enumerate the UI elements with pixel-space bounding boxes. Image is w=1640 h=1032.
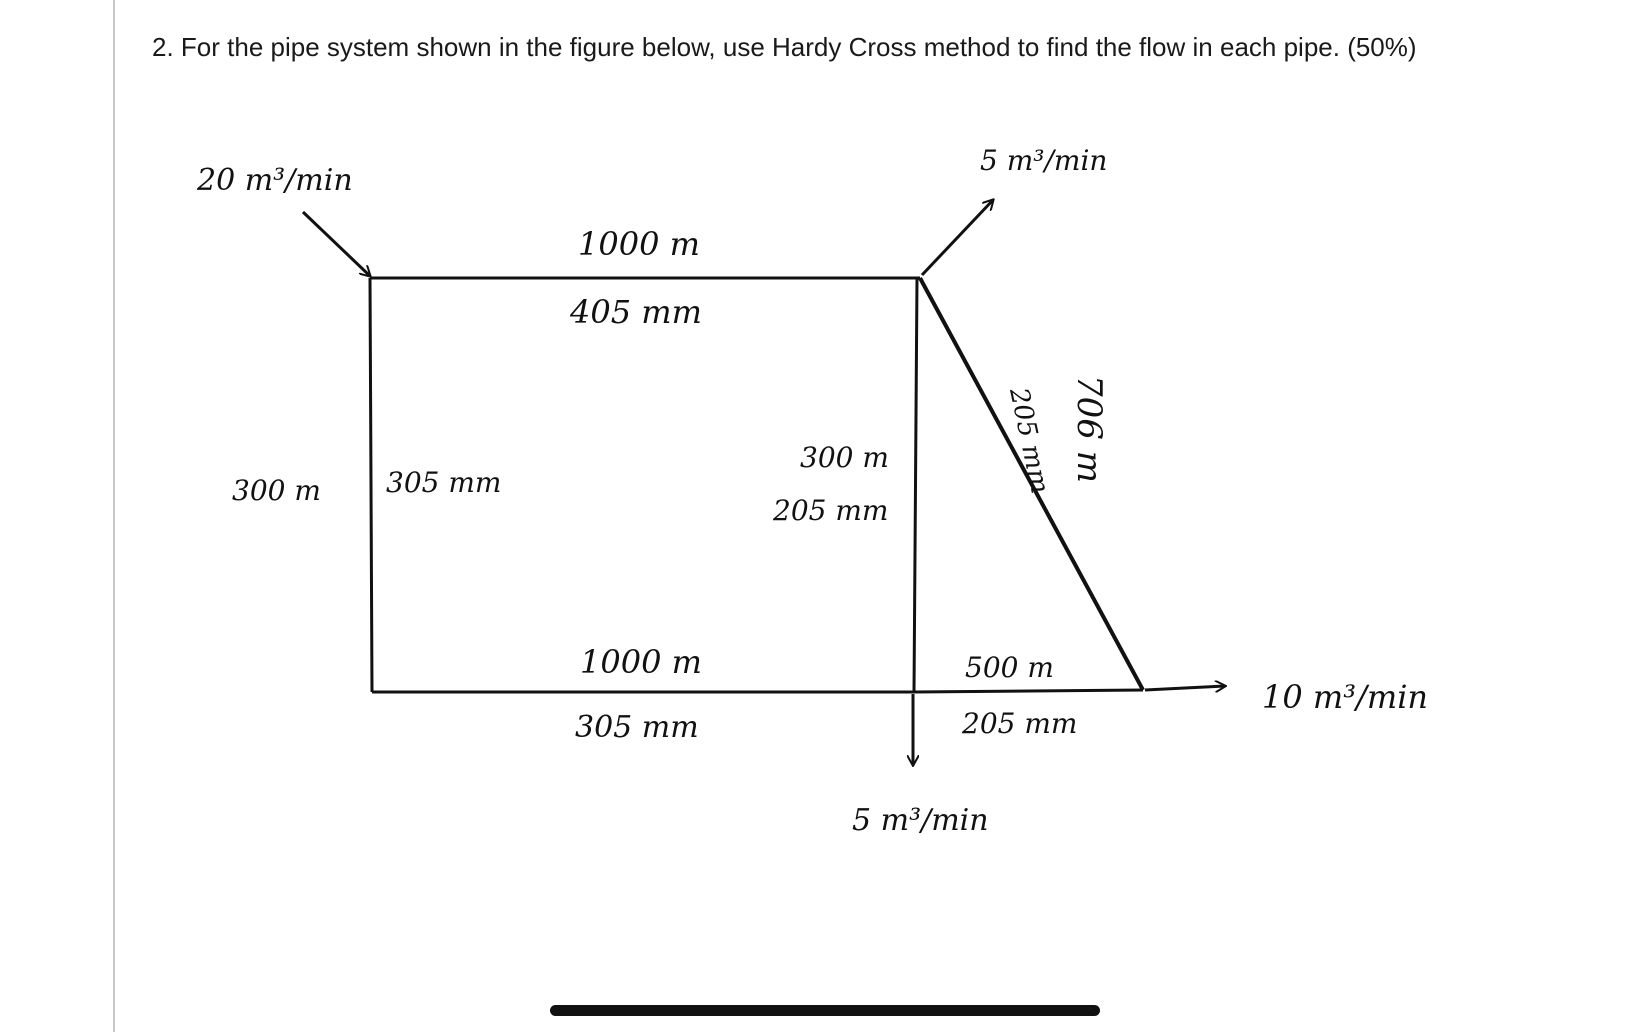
pipe-bottom-left-length: 1000 m (580, 643, 702, 681)
home-indicator-bar[interactable] (550, 1005, 1100, 1016)
pipe-left-diameter: 305 mm (386, 466, 502, 499)
outflow-arrow-right (1145, 686, 1225, 690)
pipe-top-diameter: 405 mm (570, 293, 702, 331)
pipe-diagonal-diameter: 205 mm (1003, 385, 1055, 497)
outflow-top-label: 5 m³/min (980, 144, 1108, 177)
pipe-bottom-right-diameter: 205 mm (962, 707, 1078, 740)
outflow-bottom-label: 5 m³/min (852, 803, 989, 838)
pipe-middle (914, 278, 917, 692)
pipe-diagonal-length: 706 m (1069, 375, 1109, 483)
outflow-arrow-top (922, 200, 993, 275)
pipe-middle-length: 300 m (800, 441, 889, 474)
pipe-middle-diameter: 205 mm (773, 494, 889, 527)
pipe-bottom-left-diameter: 305 mm (575, 710, 699, 745)
inflow-label: 20 m³/min (197, 163, 353, 198)
inflow-arrow (303, 212, 370, 276)
outflow-right-label: 10 m³/min (1262, 678, 1429, 716)
question-text: 2. For the pipe system shown in the figure below, use Hardy Cross method to find the flow in each pipe. (50%) (152, 32, 1417, 62)
pipe-bottom-right-length: 500 m (965, 651, 1054, 684)
pipe-bottom-right (914, 690, 1143, 692)
pipe-left-length: 300 m (232, 474, 321, 507)
pipe-left (370, 278, 372, 692)
pipe-top-length: 1000 m (578, 225, 700, 263)
